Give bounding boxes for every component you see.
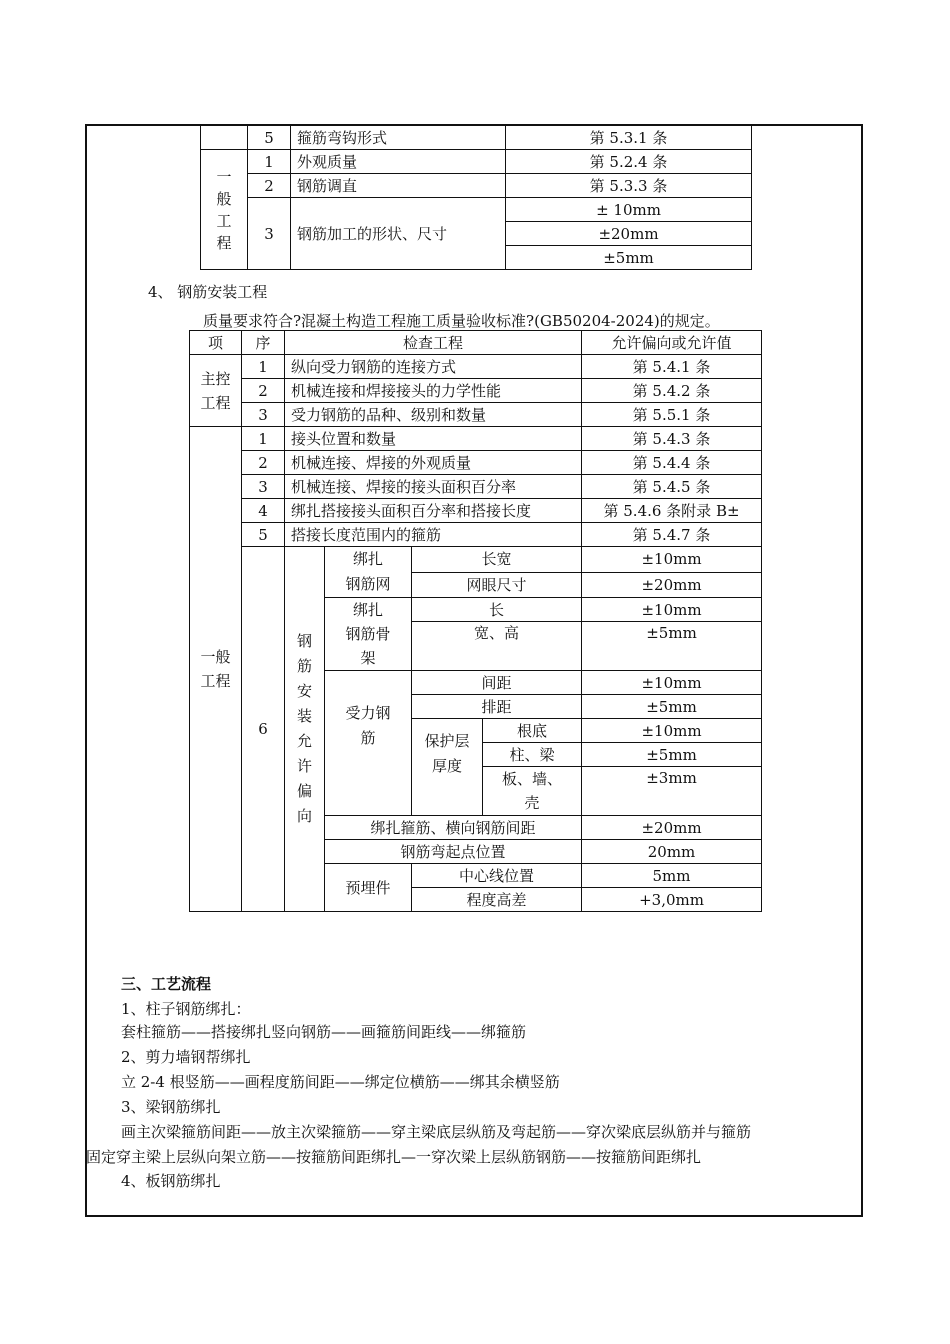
table-row: 6 钢 筋 安 装 允 许 偏 向 绑扎 钢筋网 长宽 ±10mm [190, 547, 762, 573]
table-row: 2 机械连接和焊接接头的力学性能 第 5.4.2 条 [190, 379, 762, 403]
table-row: ±20mm [201, 222, 752, 246]
group-label: 主控 工程 [190, 355, 242, 427]
process-line: 套柱箍筋——搭接绑扎竖向钢筋——画箍筋间距线——绑箍筋 [121, 1023, 527, 1041]
table-row: 2 机械连接、焊接的外观质量 第 5.4.4 条 [190, 451, 762, 475]
table-row: 5 箍筋弯钩形式 第 5.3.1 条 [201, 126, 752, 150]
table-row: 4 绑扎搭接接头面积百分率和搭接长度 第 5.4.6 条附录 B± [190, 499, 762, 523]
table-row: 主控 工程 1 纵向受力钢筋的连接方式 第 5.4.1 条 [190, 355, 762, 379]
table-header: 项 序 检查工程 允许偏向或允许值 [190, 331, 762, 355]
table-row: 受力钢 筋 间距 ±10mm [190, 671, 762, 695]
process-line: 1、柱子钢筋绑扎： [121, 1000, 251, 1018]
table-row: ±5mm [201, 246, 752, 270]
table-row: 绑扎 钢筋骨 架 长 ±10mm [190, 598, 762, 622]
table-row: 排距 ±5mm [190, 695, 762, 719]
table-row: 一般 工程 1 接头位置和数量 第 5.4.3 条 [190, 427, 762, 451]
table-row: 一 般 工 程 1 外观质量 第 5.2.4 条 [201, 150, 752, 174]
table-row: 绑扎箍筋、横向钢筋间距 ±20mm [190, 816, 762, 840]
table-row: 柱、梁 ±5mm [190, 743, 762, 767]
table-row: 宽、高 ±5mm [190, 622, 762, 647]
table-row: 钢筋弯起点位置 20mm [190, 840, 762, 864]
section-title: 4、 钢筋安装工程 [148, 283, 268, 301]
table-row: 3 机械连接、焊接的接头面积百分率 第 5.4.5 条 [190, 475, 762, 499]
process-line: 固定穿主梁上层纵向架立筋——按箍筋间距绑扎—一穿次梁上层纵筋钢筋——按箍筋间距绑扎 [86, 1148, 702, 1166]
group-label: 一 般 工 程 [201, 150, 248, 270]
process-line: 3、梁钢筋绑扎 [121, 1098, 221, 1116]
table-row: 3 钢筋加工的形状、尺寸 ± 10mm [201, 198, 752, 222]
process-line: 立 2-4 根竖筋——画程度筋间距——绑定位横筋——绑其余横竖筋 [121, 1073, 560, 1091]
table-row: 2 钢筋调直 第 5.3.3 条 [201, 174, 752, 198]
process-line: 2、剪力墙钢帮绑扎 [121, 1048, 251, 1066]
process-line: 画主次梁箍筋间距——放主次梁箍筋——穿主梁底层纵筋及弯起筋——穿次梁底层纵筋并与箍筋 [121, 1123, 752, 1141]
installation-table: 项 序 检查工程 允许偏向或允许值 主控 工程 1 纵向受力钢筋的连接方式 第 5.4.1 条 2 机械连接和焊接接头的力学性能 第 5.4.2 条 3 受力钢筋的品种、级别和数量 第 5.5.1 条 一般 工程 1 接头位置和数量 第 5.4.3 条 2 机械连接、焊接的外观质量 第 5.4.4 条 3 机械连接、焊接的接头面积百分率 第 5.4.5 条 4 绑扎搭接接头面积百分率和搭接长度 第 5.4.6 条附录 B± 5 搭接长度范围内的箍筋 第 5.4.7 条 6 钢 筋 安 装 允 许 偏 向 绑扎 钢筋网 长宽 ±10mm 网眼尺寸 ±20mm 绑扎 钢筋骨 架 长 ±10mm 宽、高 ±5mm 受力钢 筋 间距 ±10mm 排距 ±5mm 保护层 厚度 根底 ±10mm 柱、梁 ±5mm 板、墙、 壳 ±3mm 绑扎箍筋、横向钢筋间距 ±20mm 钢筋弯起点位置 20mm 预埋件 中心线位置 5mm 程度高差 +3,0mm [189, 330, 762, 912]
table-row: 5 搭接长度范围内的箍筋 第 5.4.7 条 [190, 523, 762, 547]
process-line: 4、板钢筋绑扎 [121, 1172, 221, 1190]
table-row: 程度高差 +3,0mm [190, 888, 762, 912]
row6-label: 钢 筋 安 装 允 许 偏 向 [285, 547, 325, 912]
table-row: 网眼尺寸 ±20mm [190, 572, 762, 598]
table-row: 保护层 厚度 根底 ±10mm [190, 719, 762, 743]
table-row: 3 受力钢筋的品种、级别和数量 第 5.5.1 条 [190, 403, 762, 427]
table-row: 预埋件 中心线位置 5mm [190, 864, 762, 888]
requirement-text: 质量要求符合?混凝土构造工程施工质量验收标准?(GB50204-2024)的规定。 [203, 312, 720, 330]
processing-table [200, 125, 752, 270]
group-label: 一般 工程 [190, 427, 242, 912]
section-heading: 三、工艺流程 [121, 975, 212, 993]
